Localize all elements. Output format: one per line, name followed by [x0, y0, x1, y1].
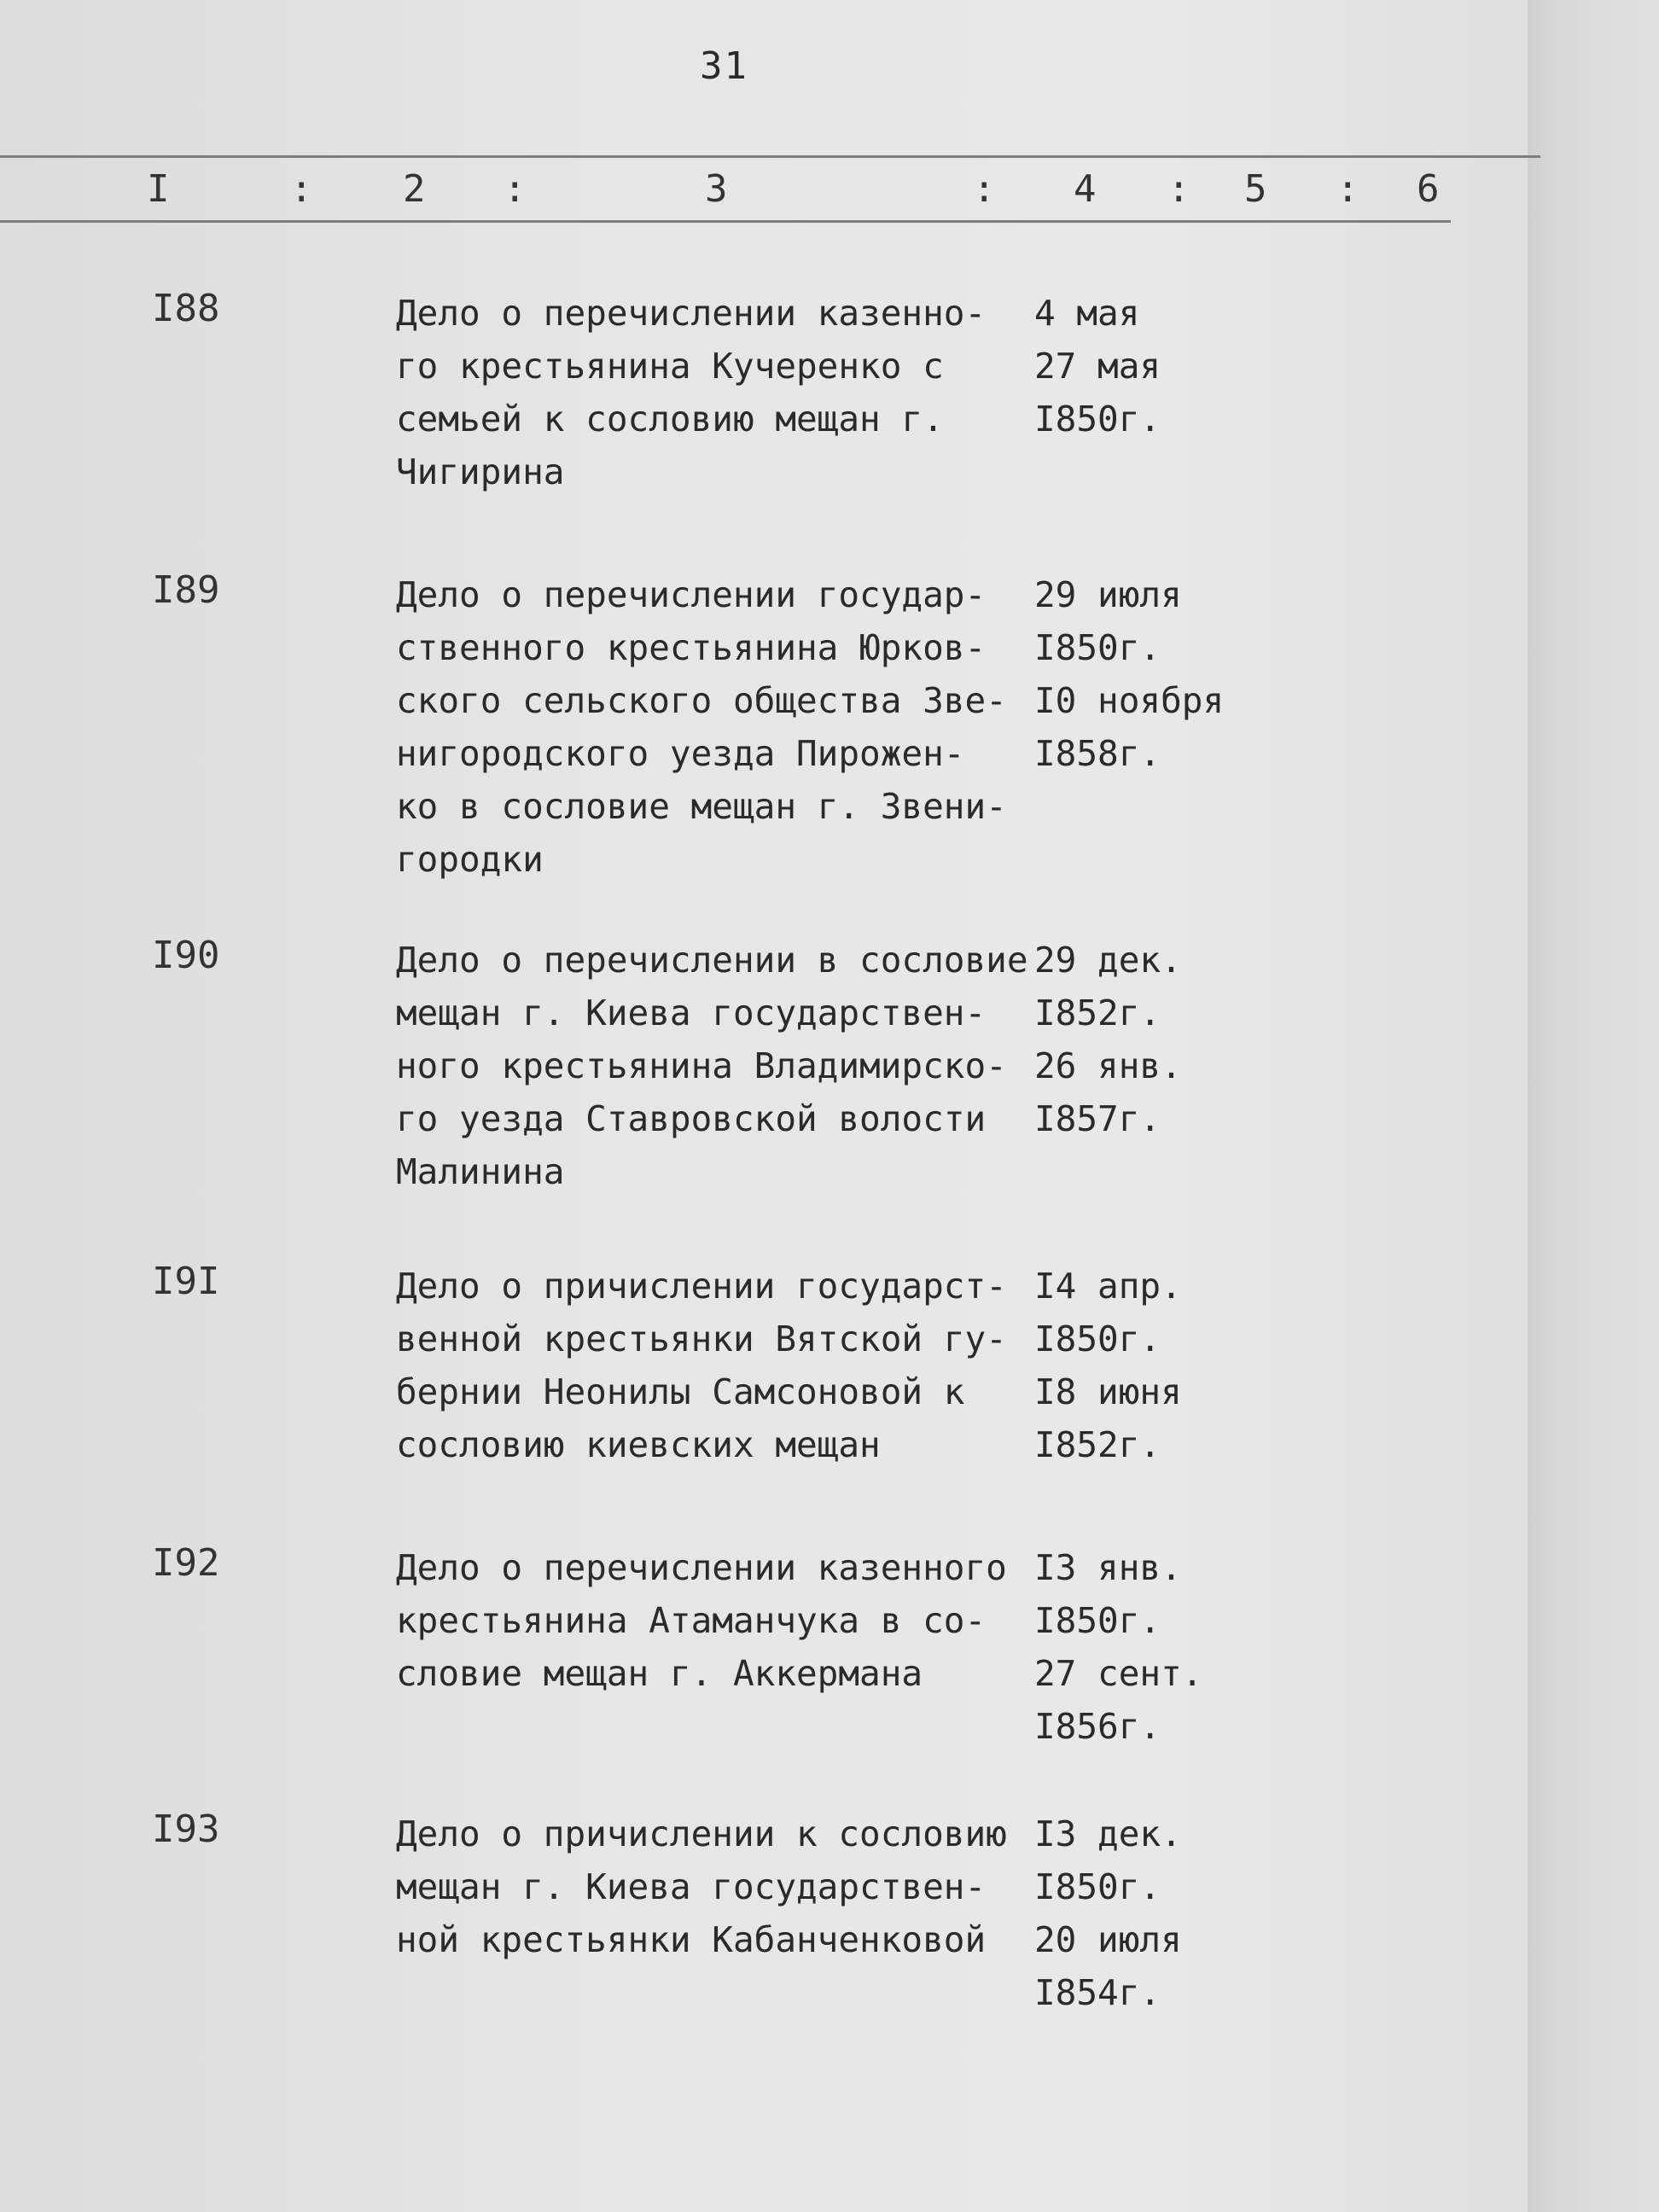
description-line: Дело о перечислении казенно- [396, 293, 987, 334]
date-line: 29 дек. [1034, 940, 1182, 981]
description-line: крестьянина Атаманчука в со- [396, 1600, 987, 1641]
column-header: 5 [1244, 167, 1267, 211]
date-line: 26 янв. [1034, 1045, 1182, 1086]
date-line: I3 янв. [1034, 1547, 1182, 1588]
date-line: 27 сент. [1034, 1653, 1203, 1694]
description-line: ного крестьянина Владимирско- [396, 1045, 1007, 1086]
entry-dates [1034, 1260, 1182, 1471]
description-line: Чигирина [396, 451, 565, 492]
date-line: I850г. [1034, 1600, 1161, 1641]
description-line: венной крестьянки Вятской гу- [396, 1318, 1007, 1359]
date-line: I0 ноября [1034, 680, 1225, 721]
column-separator: : [504, 167, 527, 211]
entry-description [396, 1807, 1007, 1966]
description-line: городки [396, 839, 544, 880]
description-line: семьей к сословию мещан г. [396, 399, 944, 439]
entry-number: I89 [152, 568, 220, 612]
date-line: I4 апр. [1034, 1266, 1182, 1307]
entry-number: I92 [152, 1541, 220, 1585]
date-line: I854г. [1034, 1972, 1161, 2013]
header-rule-top [0, 155, 1540, 158]
date-line: I857г. [1034, 1098, 1161, 1139]
entry-dates [1034, 568, 1224, 780]
description-line: Дело о причислении к сословию [396, 1813, 1007, 1854]
entry-number: I88 [152, 287, 220, 330]
description-line: словие мещан г. Аккермана [396, 1653, 923, 1694]
description-line: мещан г. Киева государствен- [396, 1866, 987, 1907]
description-line: ной крестьянки Кабанченковой [396, 1919, 987, 1960]
entry-dates [1034, 934, 1182, 1145]
entry-dates [1034, 287, 1161, 445]
date-line: I8 июня [1034, 1371, 1182, 1412]
description-line: нигородского уезда Пирожен- [396, 733, 965, 774]
date-line: I852г. [1034, 1424, 1161, 1465]
column-header: 6 [1417, 167, 1440, 211]
entry-number: I93 [152, 1807, 220, 1851]
column-separator: : [1336, 167, 1359, 211]
description-line: мещан г. Киева государствен- [396, 992, 987, 1033]
column-separator: : [973, 167, 996, 211]
description-line: бернии Неонилы Самсоновой к [396, 1371, 965, 1412]
column-header: 2 [403, 167, 426, 211]
date-line: I3 дек. [1034, 1813, 1182, 1854]
description-line: го крестьянина Кучеренко с [396, 346, 944, 387]
date-line: I850г. [1034, 627, 1161, 668]
page-edge-shadow [1528, 0, 1659, 2212]
description-line: Дело о причислении государст- [396, 1266, 1007, 1307]
date-line: I852г. [1034, 992, 1161, 1033]
date-line: I850г. [1034, 1866, 1161, 1907]
entry-number: I9I [152, 1260, 220, 1303]
date-line: I856г. [1034, 1706, 1161, 1747]
description-line: Дело о перечислении государ- [396, 574, 987, 615]
description-line: Дело о перечислении казенного [396, 1547, 1007, 1588]
column-separator: : [1167, 167, 1190, 211]
date-line: I850г. [1034, 399, 1161, 439]
description-line: ственного крестьянина Юрков- [396, 627, 987, 668]
date-line: 29 июля [1034, 574, 1182, 615]
entry-description [396, 1541, 1007, 1700]
entry-description [396, 287, 986, 498]
column-header: I [147, 167, 170, 211]
description-line: го уезда Ставровской волости [396, 1098, 987, 1139]
description-line: сословию киевских мещан [396, 1424, 881, 1465]
date-line: I850г. [1034, 1318, 1161, 1359]
column-header: 4 [1074, 167, 1097, 211]
entry-dates [1034, 1807, 1182, 2019]
page-number: 31 [700, 44, 748, 88]
entry-dates [1034, 1541, 1202, 1753]
date-line: 20 июля [1034, 1919, 1182, 1960]
date-line: 27 мая [1034, 346, 1161, 387]
column-separator: : [290, 167, 313, 211]
entry-description [396, 568, 1007, 886]
date-line: 4 мая [1034, 293, 1140, 334]
entry-description [396, 934, 1028, 1198]
date-line: I858г. [1034, 733, 1161, 774]
column-header: 3 [705, 167, 728, 211]
description-line: Дело о перечислении в сословие [396, 940, 1028, 981]
header-rule-bottom [0, 220, 1451, 223]
description-line: ского сельского общества Зве- [396, 680, 1007, 721]
description-line: ко в сословие мещан г. Звени- [396, 786, 1007, 827]
entry-description [396, 1260, 1007, 1471]
description-line: Малинина [396, 1151, 565, 1192]
entry-number: I90 [152, 934, 220, 977]
